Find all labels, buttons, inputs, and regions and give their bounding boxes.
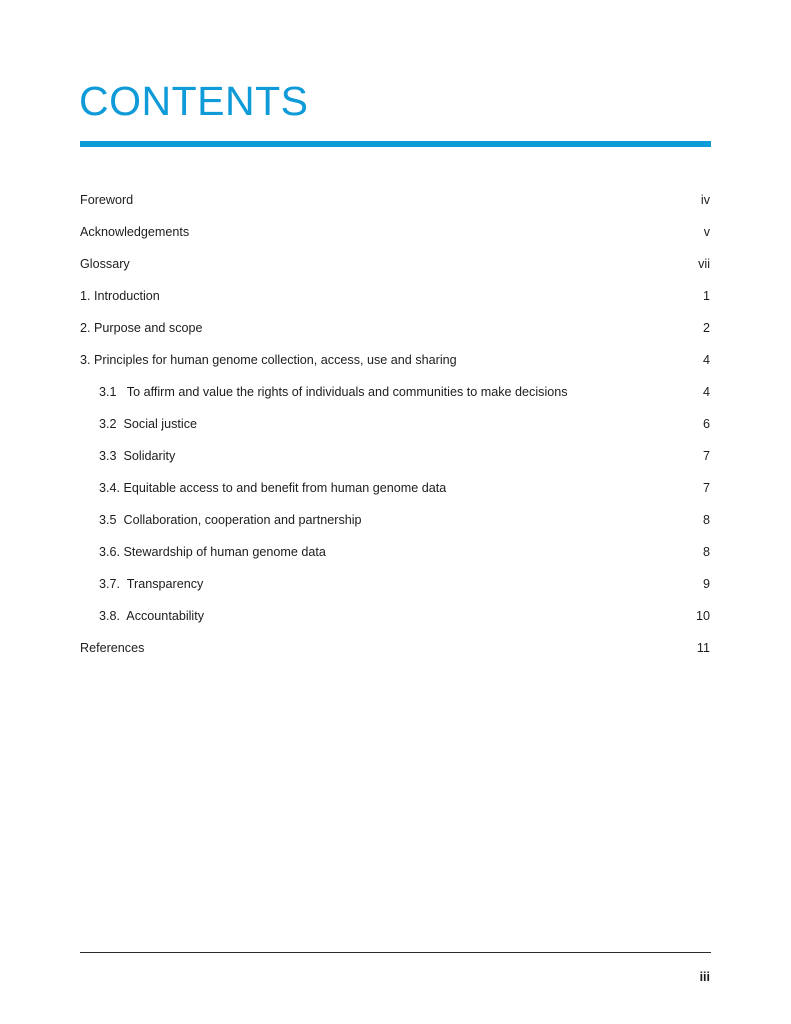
toc-entry-label: 3.2 Social justice: [99, 417, 198, 431]
toc-entry-page: 4: [702, 385, 710, 399]
toc-entry-page: 10: [695, 609, 710, 623]
toc-entry-label: Glossary: [80, 257, 130, 271]
toc-entry-3-6-stewardship[interactable]: [99, 542, 710, 562]
toc-entry-page: 2: [702, 321, 710, 335]
footer-divider: [80, 952, 711, 953]
toc-entry-label: 3.1 To affirm and value the rights of individuals and communities to make decisions: [99, 385, 568, 399]
toc-entry-label: 3.6. Stewardship of human genome data: [99, 545, 326, 559]
toc-entry-page: 8: [702, 513, 710, 527]
toc-entry-label: 1. Introduction: [80, 289, 160, 303]
toc-entry-label: 3.8. Accountability: [99, 609, 205, 623]
toc-entry-label: 3.3 Solidarity: [99, 449, 176, 463]
toc-entry-page: 6: [702, 417, 710, 431]
toc-entry-page: 8: [702, 545, 710, 559]
toc-entry-label: 3. Principles for human genome collection, access, use and sharing: [80, 353, 457, 367]
toc-entry-page: 9: [702, 577, 710, 591]
toc-entry-3-4-equitable-access[interactable]: [99, 478, 710, 498]
toc-entry-label: 3.4. Equitable access to and benefit from human genome data: [99, 481, 447, 495]
toc-entry-glossary[interactable]: [80, 254, 710, 274]
toc-entry-page: 11: [696, 641, 710, 655]
page-number: iii: [699, 970, 710, 984]
toc-entry-page: vii: [698, 257, 710, 271]
toc-entry-purpose-and-scope[interactable]: [80, 318, 710, 338]
toc-entry-3-8-accountability[interactable]: [99, 606, 710, 626]
toc-entry-introduction[interactable]: [80, 286, 710, 306]
toc-entry-3-5-collaboration[interactable]: [99, 510, 710, 530]
toc-entry-label: Foreword: [80, 193, 134, 207]
toc-entry-3-2-social-justice[interactable]: [99, 414, 710, 434]
toc-entry-page: 7: [702, 449, 710, 463]
toc-entry-3-3-solidarity[interactable]: [99, 446, 710, 466]
toc-entry-page: iv: [700, 193, 710, 207]
toc-entry-page: 7: [702, 481, 710, 495]
toc-entry-label: 3.7. Transparency: [99, 577, 204, 591]
toc-entry-label: 3.5 Collaboration, cooperation and partnership: [99, 513, 362, 527]
toc-entry-label: Acknowledgements: [80, 225, 190, 239]
title-underline: [80, 141, 711, 147]
toc-entry-3-1-rights[interactable]: [99, 382, 710, 402]
toc-entry-label: 2. Purpose and scope: [80, 321, 203, 335]
toc-entry-page: 4: [702, 353, 710, 367]
toc-entry-references[interactable]: [80, 638, 710, 658]
toc-entry-page: 1: [702, 289, 710, 303]
toc-entry-foreword[interactable]: [80, 190, 710, 210]
toc-entry-label: References: [80, 641, 145, 655]
toc-entry-3-7-transparency[interactable]: [99, 574, 710, 594]
page-title: CONTENTS: [79, 78, 309, 124]
toc-entry-principles[interactable]: [80, 350, 710, 370]
toc-entry-acknowledgements[interactable]: [80, 222, 710, 242]
toc-entry-page: v: [703, 225, 710, 239]
